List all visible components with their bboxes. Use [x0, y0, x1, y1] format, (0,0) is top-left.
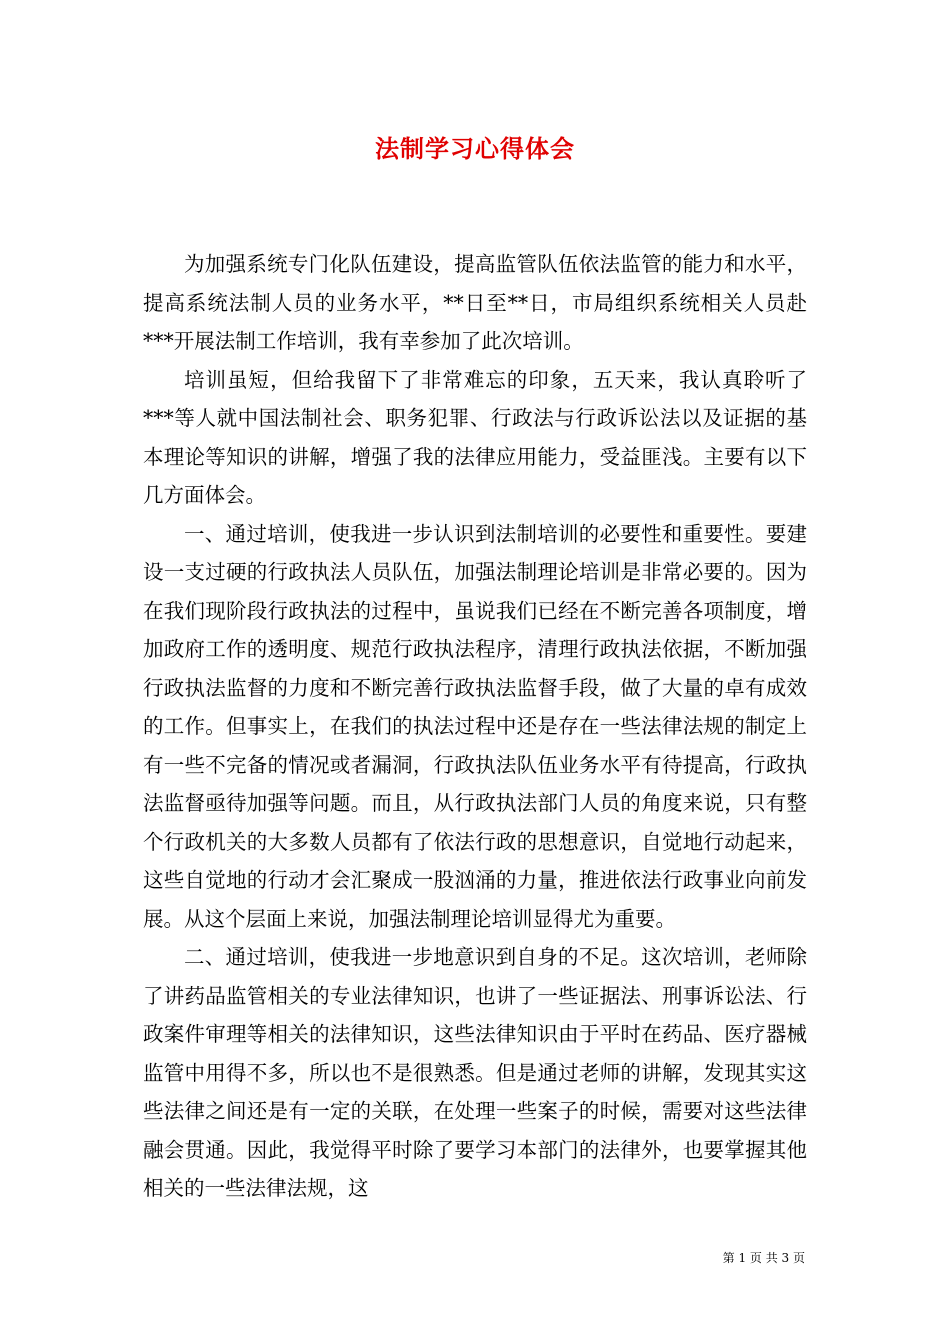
paragraph-3: 一、通过培训，使我进一步认识到法制培训的必要性和重要性。要建设一支过硬的行政执法人员队伍，加强法制理论培训是非常必要的。因为在我们现阶段行政执法的过程中，虽说我们已经在不断完善各项制度，增加政府工作的透明度、规范行政执法程序，清理行政执法依据，不断加强行政执法监督的力度和不断完善行政执法监督手段，做了大量的卓有成效的工作。但事实上，在我们的执法过程中还是存在一些法律法规的制定上有一些不完备的情况或者漏洞，行政执法队伍业务水平有待提高，行政执法监督亟待加强等问题。而且，从行政执法部门人员的角度来说，只有整个行政机关的大多数人员都有了依法行政的思想意识，自觉地行动起来，这些自觉地的行动才会汇聚成一股汹涌的力量，推进依法行政事业向前发展。从这个层面上来说，加强法制理论培训显得尤为重要。: [143, 521, 807, 931]
page-number-footer: 第 1 页 共 3 页: [722, 1251, 805, 1265]
paragraph-2: 培训虽短，但给我留下了非常难忘的印象，五天来，我认真聆听了***等人就中国法制社会、职务犯罪、行政法与行政诉讼法以及证据的基本理论等知识的讲解，增强了我的法律应用能力，受益匪浅。主要有以下几方面体会。: [143, 367, 807, 507]
paragraph-1: 为加强系统专门化队伍建设，提高监管队伍依法监管的能力和水平，提高系统法制人员的业务水平，**日至**日，市局组织系统相关人员赴***开展法制工作培训，我有幸参加了此次培训。: [143, 252, 807, 353]
paragraph-4: 二、通过培训，使我进一步地意识到自身的不足。这次培训，老师除了讲药品监管相关的专业法律知识，也讲了一些证据法、刑事诉讼法、行政案件审理等相关的法律知识，这些法律知识由于平时在药品、医疗器械监管中用得不多，所以也不是很熟悉。但是通过老师的讲解，发现其实这些法律之间还是有一定的关联，在处理一些案子的时候，需要对这些法律融会贯通。因此，我觉得平时除了要学习本部门的法律外，也要掌握其他相关的一些法律法规，这: [143, 945, 807, 1200]
document-title: 法制学习心得体会: [375, 134, 575, 163]
document-body: [143, 245, 807, 1208]
